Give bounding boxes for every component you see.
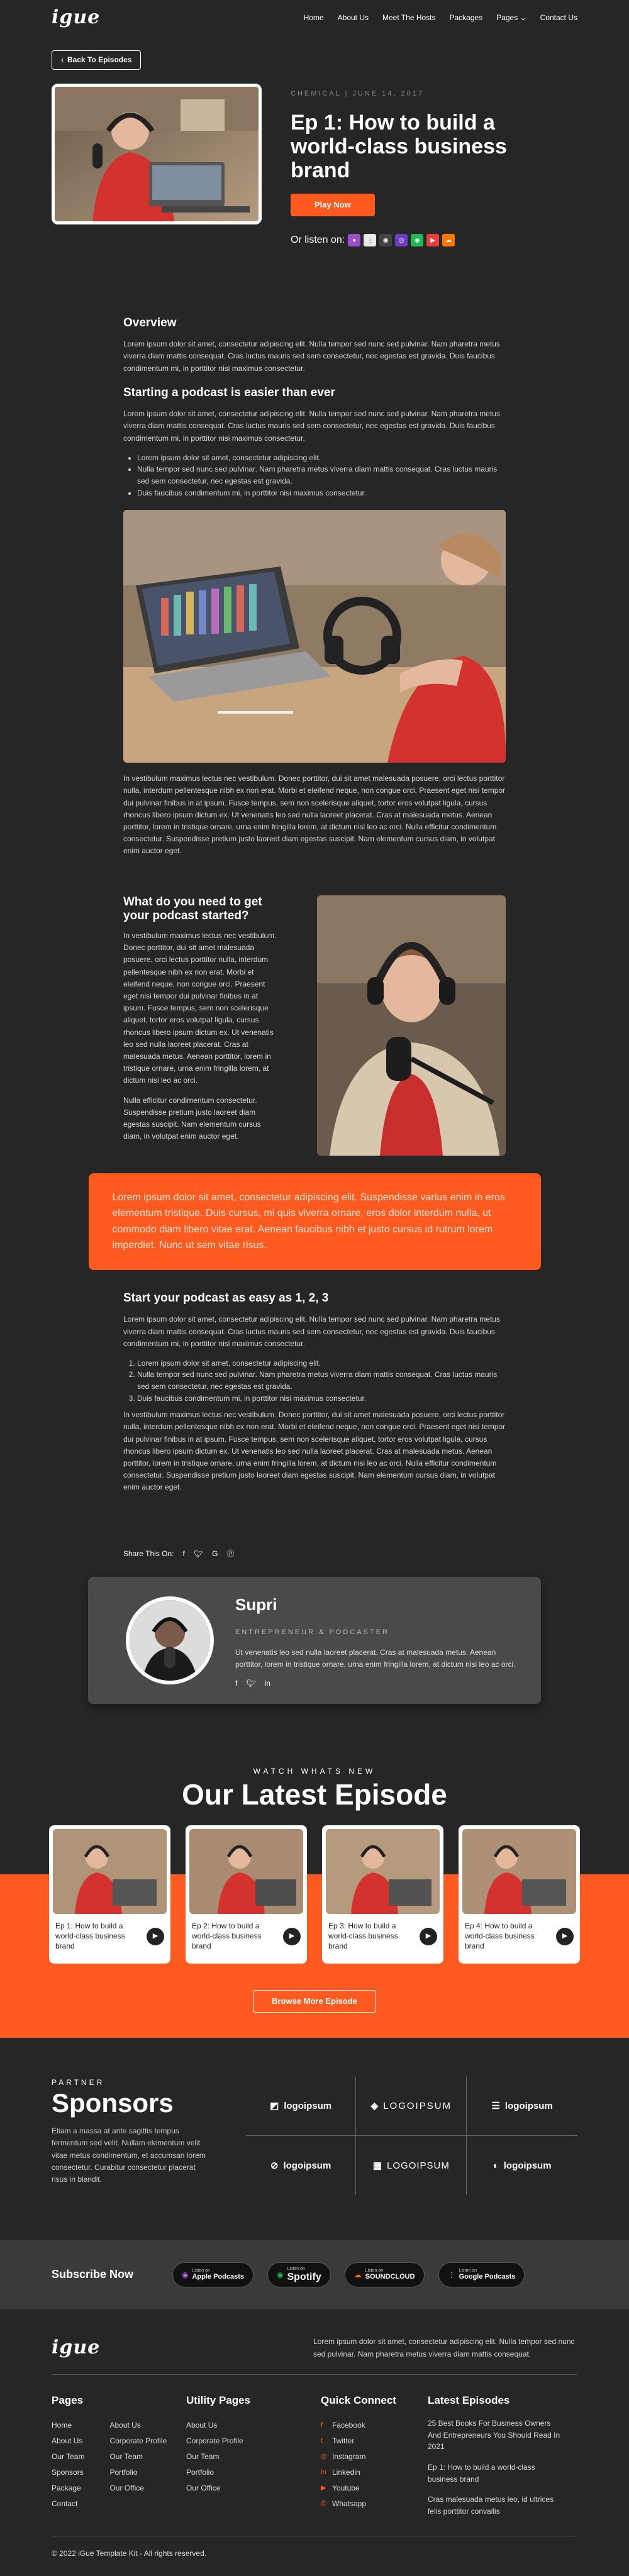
- starting-heading: Starting a podcast is easier than ever: [123, 385, 335, 399]
- episode-cover-image: [52, 84, 262, 224]
- whatsapp-icon: ✆: [321, 2499, 327, 2507]
- sponsor-logo[interactable]: ◐ logoipsum: [467, 2136, 577, 2195]
- footer-link[interactable]: Package: [52, 2484, 81, 2492]
- sponsor-logo[interactable]: ☰ logoipsum: [467, 2077, 577, 2136]
- platform-small-label: Listen on: [192, 2269, 210, 2274]
- steps-list: [137, 1357, 506, 1404]
- nav-home[interactable]: Home: [303, 13, 324, 22]
- episode-hero: [52, 84, 577, 248]
- footer-link[interactable]: Our Team: [52, 2452, 85, 2462]
- author-bio: Ut venenatis leo sed nulla laoreet placerat. Cras at malesuada metus. Aenean porttitor, lorem in tristique ornare, urna enim fringilla lorem, at dictum nisi leo ac orci.: [235, 1647, 516, 1669]
- footer-link[interactable]: Our Team: [109, 2452, 143, 2462]
- facebook-icon[interactable]: f: [182, 1549, 185, 1558]
- footer-link[interactable]: Portfolio: [186, 2468, 214, 2477]
- latest-section: [0, 1766, 629, 2037]
- google-podcasts-icon: ⋮: [447, 2270, 455, 2280]
- youtube-icon[interactable]: ▶: [426, 234, 439, 246]
- play-icon[interactable]: ▶: [420, 1928, 437, 1945]
- episode-title: Ep 1: How to build a world-class business brand: [291, 110, 507, 182]
- play-icon[interactable]: ▶: [283, 1928, 301, 1945]
- logo-mark-icon: ▦: [372, 2160, 382, 2171]
- footer-link[interactable]: About Us: [52, 2436, 83, 2446]
- footer-connect-title: Quick Connect: [321, 2394, 396, 2406]
- copyright: © 2022 iGue Template Kit - All rights reserved.: [52, 2549, 207, 2558]
- footer-columns: [0, 2392, 629, 2518]
- share-row: [123, 1548, 506, 1560]
- episode-card[interactable]: [322, 1825, 443, 1964]
- facebook-icon[interactable]: f: [235, 1679, 238, 1688]
- starting-text: Lorem ipsum dolor sit amet, consectetur adipiscing elit. Nulla tempor sed nunc sed pulvinar. Nam pharetra metus viverra diam mattis consequat. Cras luctus mauris sed sem consectetur, nec egestas est gravida. Duis faucibus condimentum mi, in porttitor nisi maximus consectetur.: [123, 409, 500, 443]
- list-item: • Lorem ipsum dolor sit amet, consectetur adipiscing elit.: [137, 452, 506, 464]
- list-item: • Duis faucibus condimentum mi, in porttitor nisi maximus consectetur.: [137, 487, 506, 499]
- episode-card-body: [186, 1918, 307, 1955]
- apple-podcasts-icon[interactable]: ●: [348, 234, 360, 246]
- author-details: [235, 1592, 516, 1689]
- logo-mark-icon: ◈: [370, 2101, 379, 2112]
- easy-heading: Start your podcast as easy as 1, 2, 3: [123, 1291, 329, 1305]
- footer-youtube-link[interactable]: ▶ Youtube: [321, 2480, 428, 2496]
- spotify-green-icon[interactable]: ◉: [411, 234, 423, 246]
- logo-mark-icon: ☰: [491, 2101, 500, 2112]
- play-now-button[interactable]: Play Now: [291, 194, 375, 216]
- youtube-icon: ▶: [321, 2484, 326, 2492]
- overview-heading: Overview: [123, 316, 177, 329]
- sponsor-logo[interactable]: ◩ logoipsum: [246, 2077, 357, 2136]
- article-steps: [123, 1289, 506, 1559]
- platform-small-label: Listen on: [459, 2269, 477, 2274]
- sponsors-text: Etiam a massa at ante sagittis tempus fermentum sed velit. Nullam elementum velit vitae metus condimentum, et accumsan lorem consectetur. Curabitur consectetur placerat risus in blandit.: [52, 2126, 206, 2184]
- footer-episodes-column: [428, 2392, 565, 2518]
- easy-text: Lorem ipsum dolor sit amet, consectetur adipiscing elit. Nulla tempor sed nunc sed pulvinar. Nam pharetra metus viverra diam mattis consequat. Cras luctus mauris sed sem consectetur, nec egestas est gravida. Duis faucibus condimentum mi, in porttitor nisi maximus consectetur.: [123, 1315, 500, 1348]
- footer-connect-column: [321, 2392, 428, 2518]
- episode-card-title: Ep 4: How to build a world-class business brand: [465, 1921, 535, 1950]
- linkedin-icon: in: [321, 2468, 326, 2477]
- browse-more-button[interactable]: Browse More Episode: [253, 1990, 376, 2013]
- twitter-icon[interactable]: 🐦︎: [193, 1549, 204, 1558]
- footer-divider: [52, 2374, 577, 2375]
- latest-cards-area: [0, 1825, 629, 2037]
- episode-card-title: Ep 2: How to build a world-class business brand: [192, 1921, 262, 1950]
- subscribe-buttons: [172, 2262, 525, 2287]
- need-section: [123, 895, 506, 1156]
- twitter-icon[interactable]: 🐦︎: [246, 1679, 256, 1688]
- footer-episode-link[interactable]: Cras malesuada metus leo, id ultrices felis porttitor convallis: [428, 2495, 554, 2516]
- need-text-2: Nulla efficitur condimentum consectetur. Suspendisse pretium justo laoreet diam egestas suscipit. Nam elementum cursus diam, in volutpat enim auctor eget.: [123, 1095, 261, 1141]
- footer-link[interactable]: About Us: [186, 2421, 218, 2430]
- sponsor-logo[interactable]: ⊘ logoipsum: [246, 2136, 357, 2195]
- footer-link[interactable]: Our Team: [186, 2452, 220, 2462]
- list-item: 2. Nulla tempor sed nunc sed pulvinar. Nam pharetra metus viverra diam mattis consequat. Cras luctus mauris sed sem consectetur, nec egestas est gravida.: [137, 1369, 506, 1392]
- platform-name: SOUNDCLOUD: [365, 2273, 415, 2281]
- sponsor-logo[interactable]: ◈ LOGOIPSUM: [356, 2077, 467, 2136]
- footer-text: Lorem ipsum dolor sit amet, consectetur adipiscing elit. Nulla tempor sed nunc sed pulvinar. Nam pharetra metus viverra diam mattis consequat.: [313, 2337, 575, 2358]
- article-image-host: [317, 895, 506, 1156]
- footer-pages-title: Pages: [52, 2394, 84, 2406]
- need-text: In vestibulum maximus lectus nec vestibulum. Donec porttitor, dui sit amet malesuada posuere, orci lectus porttitor nulla, interdum pellentesque nibh ex non erat. Morbi et eleifend neque, non congue orci. Praesent eget nisi tempor dui pulvinar finibus in at ipsum. Fusce tempus, sem non scelerisque aliquet, tortor eros volutpat ligula, cursus rhoncus libero ipsum dictum ex. Ut venenatis leo sed nulla laoreet placerat. Cras at malesuada metus. Aenean porttitor, lorem in tristique ornare, urna enim fringilla lorem, at dictum nisi leo ac orci.: [123, 931, 277, 1085]
- final-text: In vestibulum maximus lectus nec vestibulum. Donec porttitor, dui sit amet malesuada posuere, orci lectus porttitor nulla, interdum pellentesque nibh ex non erat. Morbi et eleifend neque, non congue orci. Praesent eget nisi tempor dui pulvinar finibus in at ipsum. Fusce tempus, sem non scelerisque aliquet, tortor eros volutpat ligula, cursus rhoncus libero ipsum dictum ex. Ut venenatis leo sed nulla laoreet placerat. Cras at malesuada metus. Aenean porttitor, lorem in tristique ornare, urna enim fringilla lorem, at dictum nisi leo ac orci. Nulla efficitur condimentum consectetur. Suspendisse pretium justo laoreet diam egestas suscipit. Nam elementum cursus diam, in volutpat enim auctor eget.: [123, 1410, 506, 1492]
- subscribe-bar: [0, 2240, 629, 2309]
- need-text-column: [123, 895, 279, 1156]
- footer-instagram-link[interactable]: ◎ Instagram: [321, 2449, 428, 2465]
- episode-card-body: [49, 1918, 170, 1955]
- episode-card-image: [189, 1829, 303, 1914]
- share-label: Share This On:: [123, 1549, 174, 1558]
- listen-on-row: [291, 233, 517, 248]
- footer-link[interactable]: Corporate Profile: [186, 2436, 243, 2446]
- bullet-list: [137, 452, 506, 499]
- spotify-icon: ◉: [277, 2270, 284, 2280]
- author-card: [88, 1577, 541, 1704]
- author-name: Supri: [235, 1595, 277, 1614]
- footer-whatsapp-link[interactable]: ✆ Whatsapp: [321, 2496, 428, 2512]
- logo-mark-icon: ⊘: [270, 2160, 279, 2171]
- footer-pages-list-2: [109, 2418, 167, 2512]
- play-icon[interactable]: ▶: [147, 1928, 164, 1945]
- google-icon[interactable]: G: [212, 1549, 218, 1558]
- footer-link[interactable]: Our Office: [109, 2484, 144, 2492]
- vestibulum-text: In vestibulum maximus lectus nec vestibulum. Donec porttitor, dui sit amet malesuada posuere, orci lectus porttitor nulla, interdum pellentesque nibh ex non erat. Morbi et eleifend neque, non congue orci. Praesent eget nisi tempor dui pulvinar finibus in at ipsum. Fusce tempus, sem non scelerisque aliquet, tortor eros volutpat ligula, cursus rhoncus libero ipsum dictum ex. Ut venenatis leo sed nulla laoreet placerat. Cras at malesuada metus. Aenean porttitor, lorem in tristique ornare, urna enim fringilla lorem, at dictum nisi leo ac orci. Nulla efficitur condimentum consectetur. Suspendisse pretium justo laoreet diam egestas suscipit. Nam elementum cursus diam, in volutpat enim auctor eget.: [123, 774, 506, 856]
- platform-name: Apple Podcasts: [192, 2273, 245, 2281]
- list-item: 3. Duis faucibus condimentum mi, in porttitor nisi maximus consectetur.: [137, 1393, 506, 1405]
- footer-link[interactable]: Contact: [52, 2499, 78, 2508]
- nav-hosts[interactable]: Meet The Hosts: [382, 13, 436, 22]
- twitter-icon: t: [321, 2437, 323, 2445]
- episode-card-body: [322, 1918, 443, 1955]
- episode-info: [291, 84, 517, 248]
- platform-name: Spotify: [287, 2272, 321, 2283]
- footer-link[interactable]: Our Office: [186, 2484, 221, 2492]
- author-role: ENTREPRENEUR & PODCASTER: [235, 1628, 389, 1636]
- nav-pages[interactable]: Pages ⌄: [496, 13, 526, 22]
- site-header: [0, 0, 629, 35]
- site-logo[interactable]: igue: [52, 6, 101, 28]
- footer-top: [0, 2333, 629, 2363]
- footer-link[interactable]: Home: [52, 2421, 72, 2430]
- sponsor-logo[interactable]: ▦ LOGOIPSUM: [356, 2136, 467, 2195]
- footer-logo[interactable]: igue: [52, 2336, 101, 2359]
- chevron-down-icon: ⌄: [520, 13, 526, 22]
- article-image-laptop: [123, 510, 506, 763]
- platform-small-label: Listen on: [365, 2269, 384, 2274]
- episode-card-image: [462, 1829, 576, 1914]
- episode-card-title: Ep 1: How to build a world-class business brand: [55, 1921, 125, 1950]
- instagram-icon: ◎: [321, 2453, 327, 2461]
- footer-twitter-link[interactable]: t Twitter: [321, 2433, 428, 2449]
- list-item: 1. Lorem ipsum dolor sit amet, consectetur adipiscing elit.: [137, 1357, 506, 1369]
- footer-episode-link[interactable]: 25 Best Books For Business Owners And Entrepreneurs You Should Read In 2021: [428, 2419, 560, 2452]
- footer-linkedin-link[interactable]: in Linkedin: [321, 2465, 428, 2480]
- author-social: [235, 1678, 516, 1689]
- podcast-icon[interactable]: ◎: [395, 234, 408, 246]
- sponsors-intro: [52, 2077, 208, 2195]
- footer-pages-lists: [52, 2418, 186, 2512]
- footer-facebook-link[interactable]: f Facebook: [321, 2418, 428, 2433]
- footer-episode-link[interactable]: Ep 1: How to build a world-class business brand: [428, 2462, 535, 2484]
- soundcloud-button[interactable]: [345, 2262, 425, 2287]
- logo-mark-icon: ◐: [493, 2160, 499, 2171]
- apple-podcasts-icon: ◉: [182, 2270, 189, 2280]
- sponsors-kicker: PARTNER: [52, 2078, 105, 2087]
- footer-link[interactable]: About Us: [109, 2421, 141, 2430]
- apple-podcasts-button[interactable]: [172, 2262, 253, 2287]
- latest-kicker: WATCH WHATS NEW: [253, 1767, 376, 1776]
- footer-pages-column: [52, 2392, 186, 2518]
- episode-card[interactable]: [186, 1825, 307, 1964]
- platform-name: Google Podcasts: [459, 2273, 516, 2281]
- platform-small-label: Listen on: [287, 2267, 305, 2272]
- browse-wrap: [0, 1990, 629, 2013]
- spotify-icon[interactable]: ◉: [379, 234, 392, 246]
- back-to-episodes-button[interactable]: ‹ Back To Episodes: [52, 50, 141, 70]
- sponsor-logo-grid: [246, 2077, 577, 2195]
- footer-link[interactable]: Sponsors: [52, 2468, 84, 2477]
- arrow-left-icon: ‹: [61, 55, 64, 64]
- overview-text: Lorem ipsum dolor sit amet, consectetur adipiscing elit. Nulla tempor sed nunc sed pulvinar. Nam pharetra metus viverra diam mattis consequat. Cras luctus mauris sed sem consectetur, nec egestas est gravida. Duis faucibus condimentum mi, in porttitor nisi maximus consectetur.: [123, 340, 500, 373]
- site-footer: [0, 2333, 629, 2576]
- soundcloud-icon[interactable]: ☁: [442, 234, 455, 246]
- sponsors-title: Sponsors: [52, 2087, 174, 2118]
- nav-about[interactable]: About Us: [337, 13, 369, 22]
- need-heading: What do you need to get your podcast started?: [123, 895, 262, 923]
- sponsors-section: [0, 2077, 629, 2195]
- episode-cards: [0, 1825, 629, 1964]
- footer-utility-column: [186, 2392, 321, 2518]
- pinterest-icon[interactable]: ⓟ: [226, 1549, 235, 1558]
- footer-link[interactable]: Portfolio: [109, 2468, 138, 2477]
- facebook-icon: f: [321, 2421, 323, 2430]
- nav-packages[interactable]: Packages: [449, 13, 483, 22]
- google-podcasts-icon[interactable]: ⋮: [364, 234, 376, 246]
- spotify-button[interactable]: [267, 2262, 331, 2287]
- episode-card-image: [53, 1829, 167, 1914]
- episode-card-title: Ep 3: How to build a world-class business brand: [328, 1921, 398, 1950]
- footer-episodes-title: Latest Episodes: [428, 2394, 510, 2406]
- listen-on-label: Or listen on:: [291, 235, 345, 246]
- google-podcasts-button[interactable]: [438, 2262, 525, 2287]
- article-body: [123, 314, 506, 1156]
- episode-meta: CHEMICAL | JUNE 14, 2017: [291, 89, 425, 97]
- soundcloud-icon: ☁: [353, 2270, 362, 2280]
- episode-card[interactable]: [459, 1825, 580, 1964]
- latest-title: Our Latest Episode: [182, 1777, 447, 1811]
- episode-card[interactable]: [49, 1825, 170, 1964]
- footer-link[interactable]: Corporate Profile: [109, 2436, 167, 2446]
- footer-pages-list-1: [52, 2418, 84, 2512]
- episode-card-image: [326, 1829, 440, 1914]
- main-nav: [304, 12, 577, 24]
- logo-mark-icon: ◩: [270, 2101, 279, 2112]
- list-item: • Nulla tempor sed nunc sed pulvinar. Nam pharetra metus viverra diam mattis consequat. Cras luctus mauris sed sem consectetur, nec egestas est gravida.: [137, 463, 506, 487]
- subscribe-title: Subscribe Now: [52, 2268, 134, 2281]
- linkedin-icon[interactable]: in: [264, 1679, 270, 1688]
- play-icon[interactable]: ▶: [556, 1928, 574, 1945]
- author-avatar: [126, 1596, 214, 1684]
- nav-contact[interactable]: Contact Us: [540, 13, 577, 22]
- footer-utility-title: Utility Pages: [186, 2394, 251, 2406]
- episode-card-body: [459, 1918, 580, 1955]
- highlight-quote: Lorem ipsum dolor sit amet, consectetur adipiscing elit. Suspendisse varius enim in eros elementum tristique. Duis cursus, mi quis viverra ornare, eros dolor interdum nulla, ut commodo diam libero vitae erat. Aenean faucibus nibh et justo cursus id rutrum lorem imperdiet. Nunc ut sem vitae risus.: [89, 1173, 541, 1270]
